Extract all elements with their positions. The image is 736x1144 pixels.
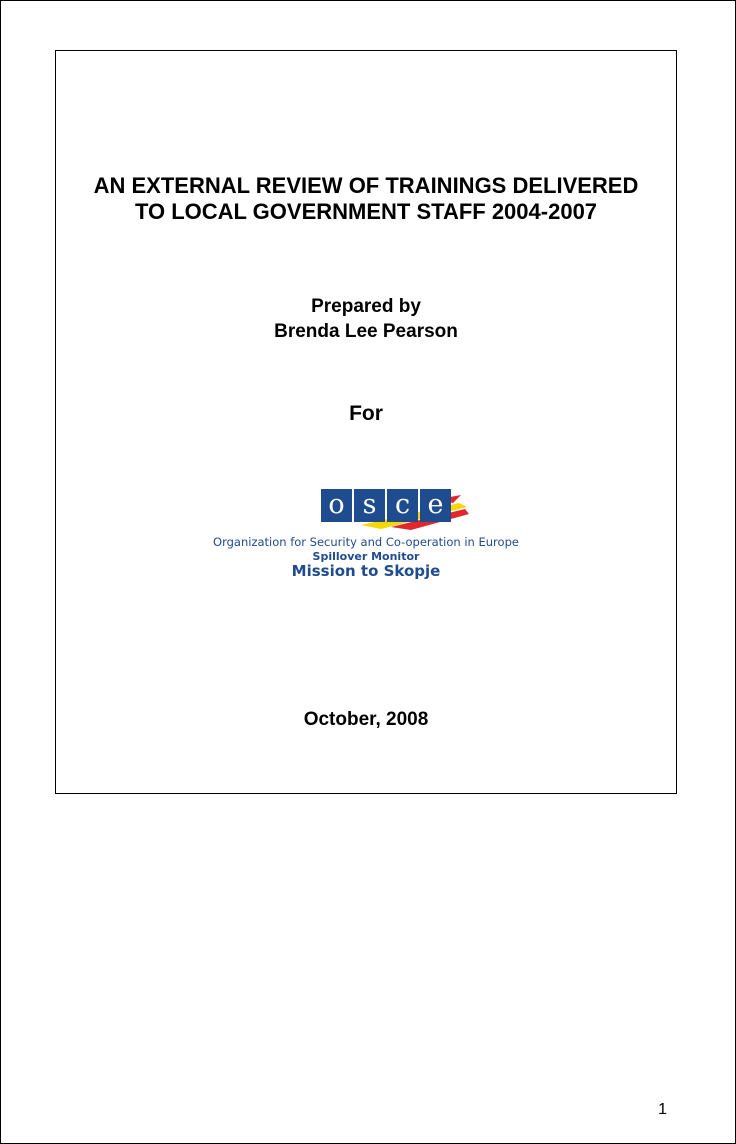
for-label: For <box>349 402 383 425</box>
logo-letter-o: o <box>321 489 352 522</box>
author-name: Brenda Lee Pearson <box>274 321 458 342</box>
organization-name: Organization for Security and Co-operation in Europe <box>213 535 519 549</box>
prepared-by-label: Prepared by <box>311 296 421 317</box>
page-number: 1 <box>658 1101 667 1118</box>
mission-name: Mission to Skopje <box>291 562 441 580</box>
spillover-monitor-label: Spillover Monitor <box>312 550 420 563</box>
title-line-2: TO LOCAL GOVERNMENT STAFF 2004-2007 <box>134 199 598 224</box>
prepared-by-block <box>56 294 676 344</box>
osce-logo <box>196 485 536 581</box>
logo-letter-c: c <box>387 489 418 522</box>
document-title <box>56 173 676 225</box>
osce-logo-mark <box>321 487 471 533</box>
title-line-1: AN EXTERNAL REVIEW OF TRAININGS DELIVERED <box>93 173 639 198</box>
logo-letter-s: s <box>354 489 385 522</box>
document-date: October, 2008 <box>303 709 429 730</box>
cover-frame <box>55 50 677 794</box>
logo-letter-e: e <box>420 489 451 522</box>
